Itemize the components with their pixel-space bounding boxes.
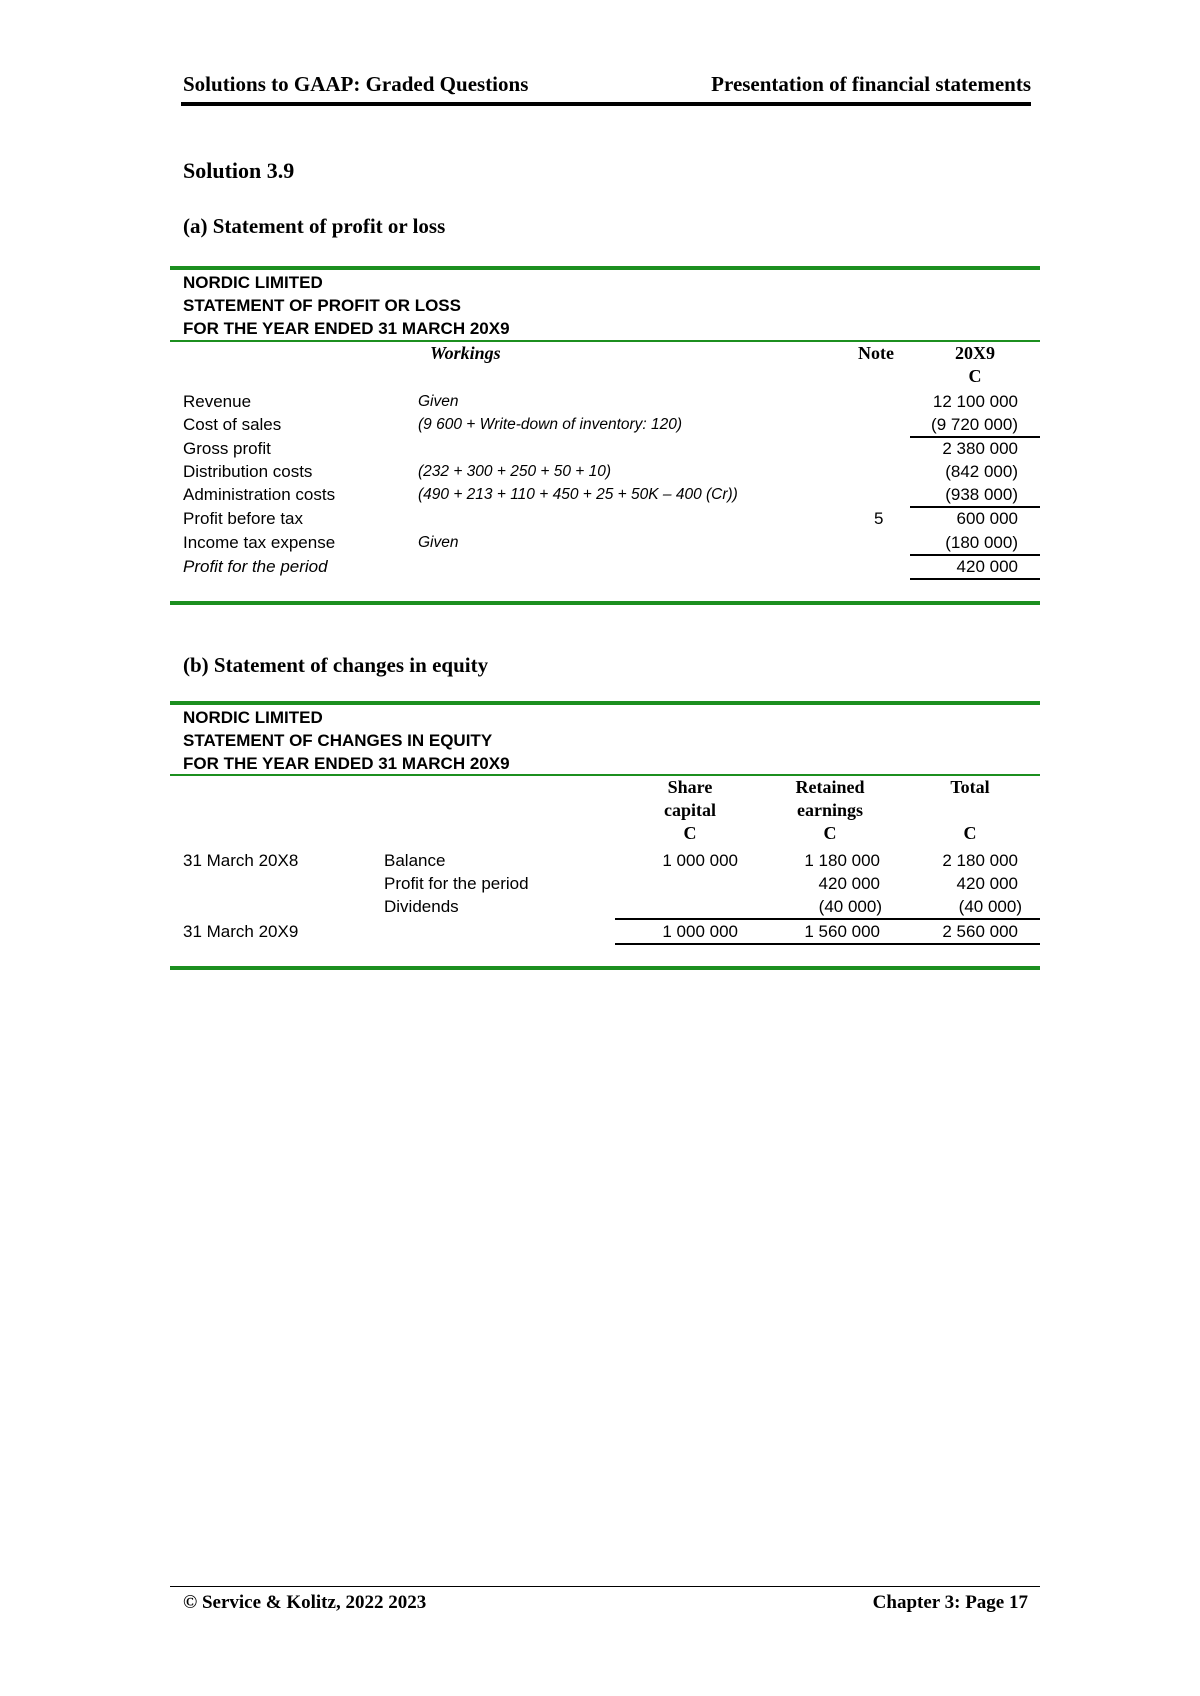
table-b-header-border bbox=[170, 774, 1040, 776]
row-label: Profit for the period bbox=[183, 557, 328, 576]
subtotal-rule bbox=[910, 506, 1040, 508]
statement-period: FOR THE YEAR ENDED 31 MARCH 20X9 bbox=[183, 319, 510, 338]
footer-page-number: Chapter 3: Page 17 bbox=[872, 1592, 1028, 1613]
row-share: 1 000 000 bbox=[662, 922, 738, 941]
row-share: 1 000 000 bbox=[662, 851, 738, 870]
row-retained: (40 000) bbox=[818, 897, 882, 916]
col-share-currency: C bbox=[683, 823, 697, 843]
section-title-b: (b) Statement of changes in equity bbox=[183, 653, 489, 677]
row-working: (232 + 300 + 250 + 50 + 10) bbox=[418, 463, 612, 480]
row-amount: (842 000) bbox=[945, 462, 1018, 481]
row-total: 2 560 000 bbox=[942, 922, 1018, 941]
total-rule bbox=[910, 578, 1040, 580]
row-item: Dividends bbox=[384, 897, 459, 916]
row-label: Profit before tax bbox=[183, 509, 304, 528]
subtotal-rule bbox=[910, 554, 1040, 556]
solution-title: Solution 3.9 bbox=[183, 158, 295, 183]
page-header bbox=[181, 72, 1031, 106]
statement-name: STATEMENT OF CHANGES IN EQUITY bbox=[183, 731, 493, 750]
table-b-heading bbox=[183, 706, 510, 775]
row-date: 31 March 20X9 bbox=[183, 922, 299, 941]
table-a-heading bbox=[183, 271, 510, 340]
row-amount: (938 000) bbox=[945, 485, 1018, 504]
row-label: Revenue bbox=[183, 392, 252, 411]
row-working: (490 + 213 + 110 + 450 + 25 + 50K – 400 (Cr)) bbox=[418, 486, 738, 503]
header-book-title: Solutions to GAAP: Graded Questions bbox=[183, 72, 529, 96]
section-title-a: (a) Statement of profit or loss bbox=[183, 214, 446, 238]
row-total: 2 180 000 bbox=[942, 851, 1018, 870]
col-share-header: Share bbox=[667, 777, 713, 797]
col-note-header: Note bbox=[858, 343, 894, 363]
footer-divider bbox=[170, 1586, 1040, 1587]
row-amount: 12 100 000 bbox=[932, 392, 1018, 411]
col-workings-header: Workings bbox=[430, 343, 501, 363]
table-b-bottom-border bbox=[170, 966, 1040, 970]
row-working: (9 600 + Write-down of inventory: 120) bbox=[418, 416, 683, 433]
table-a-bottom-border bbox=[170, 601, 1040, 605]
row-item: Balance bbox=[384, 851, 446, 870]
row-amount: 2 380 000 bbox=[942, 439, 1018, 458]
row-date: 31 March 20X8 bbox=[183, 851, 299, 870]
table-a-top-border bbox=[170, 266, 1040, 270]
row-working: Given bbox=[418, 534, 459, 551]
row-retained: 420 000 bbox=[818, 874, 880, 893]
company-name: NORDIC LIMITED bbox=[183, 708, 323, 727]
table-b-top-border bbox=[170, 701, 1040, 705]
row-note: 5 bbox=[874, 509, 884, 528]
total-rule bbox=[615, 943, 1040, 945]
row-label: Gross profit bbox=[183, 439, 271, 458]
col-currency-header: C bbox=[968, 366, 982, 386]
row-retained: 1 180 000 bbox=[804, 851, 880, 870]
subtotal-rule bbox=[615, 918, 1040, 920]
row-amount: 420 000 bbox=[956, 557, 1018, 576]
row-label: Cost of sales bbox=[183, 415, 282, 434]
row-label: Administration costs bbox=[183, 485, 336, 504]
row-working: Given bbox=[418, 393, 459, 410]
company-name: NORDIC LIMITED bbox=[183, 273, 323, 292]
row-label: Income tax expense bbox=[183, 533, 336, 552]
header-chapter-title: Presentation of financial statements bbox=[711, 72, 1031, 96]
row-retained: 1 560 000 bbox=[804, 922, 880, 941]
statement-name: STATEMENT OF PROFIT OR LOSS bbox=[183, 296, 461, 315]
statement-period: FOR THE YEAR ENDED 31 MARCH 20X9 bbox=[183, 754, 510, 773]
row-total: 420 000 bbox=[956, 874, 1018, 893]
col-total-header: Total bbox=[950, 777, 990, 797]
row-label: Distribution costs bbox=[183, 462, 313, 481]
table-a-header-border bbox=[170, 340, 1040, 342]
row-amount: (9 720 000) bbox=[931, 415, 1018, 434]
row-total: (40 000) bbox=[958, 897, 1022, 916]
subtotal-rule bbox=[910, 436, 1040, 438]
footer-copyright: © Service & Kolitz, 2022 2023 bbox=[183, 1592, 427, 1613]
col-retained-header: earnings bbox=[796, 800, 863, 820]
col-total-currency: C bbox=[963, 823, 977, 843]
row-amount: (180 000) bbox=[945, 533, 1018, 552]
col-year-header: 20X9 bbox=[955, 343, 995, 363]
col-share-header: capital bbox=[664, 800, 716, 820]
col-retained-header: Retained bbox=[795, 777, 865, 797]
row-item: Profit for the period bbox=[384, 874, 529, 893]
col-retained-currency: C bbox=[823, 823, 837, 843]
row-amount: 600 000 bbox=[956, 509, 1018, 528]
